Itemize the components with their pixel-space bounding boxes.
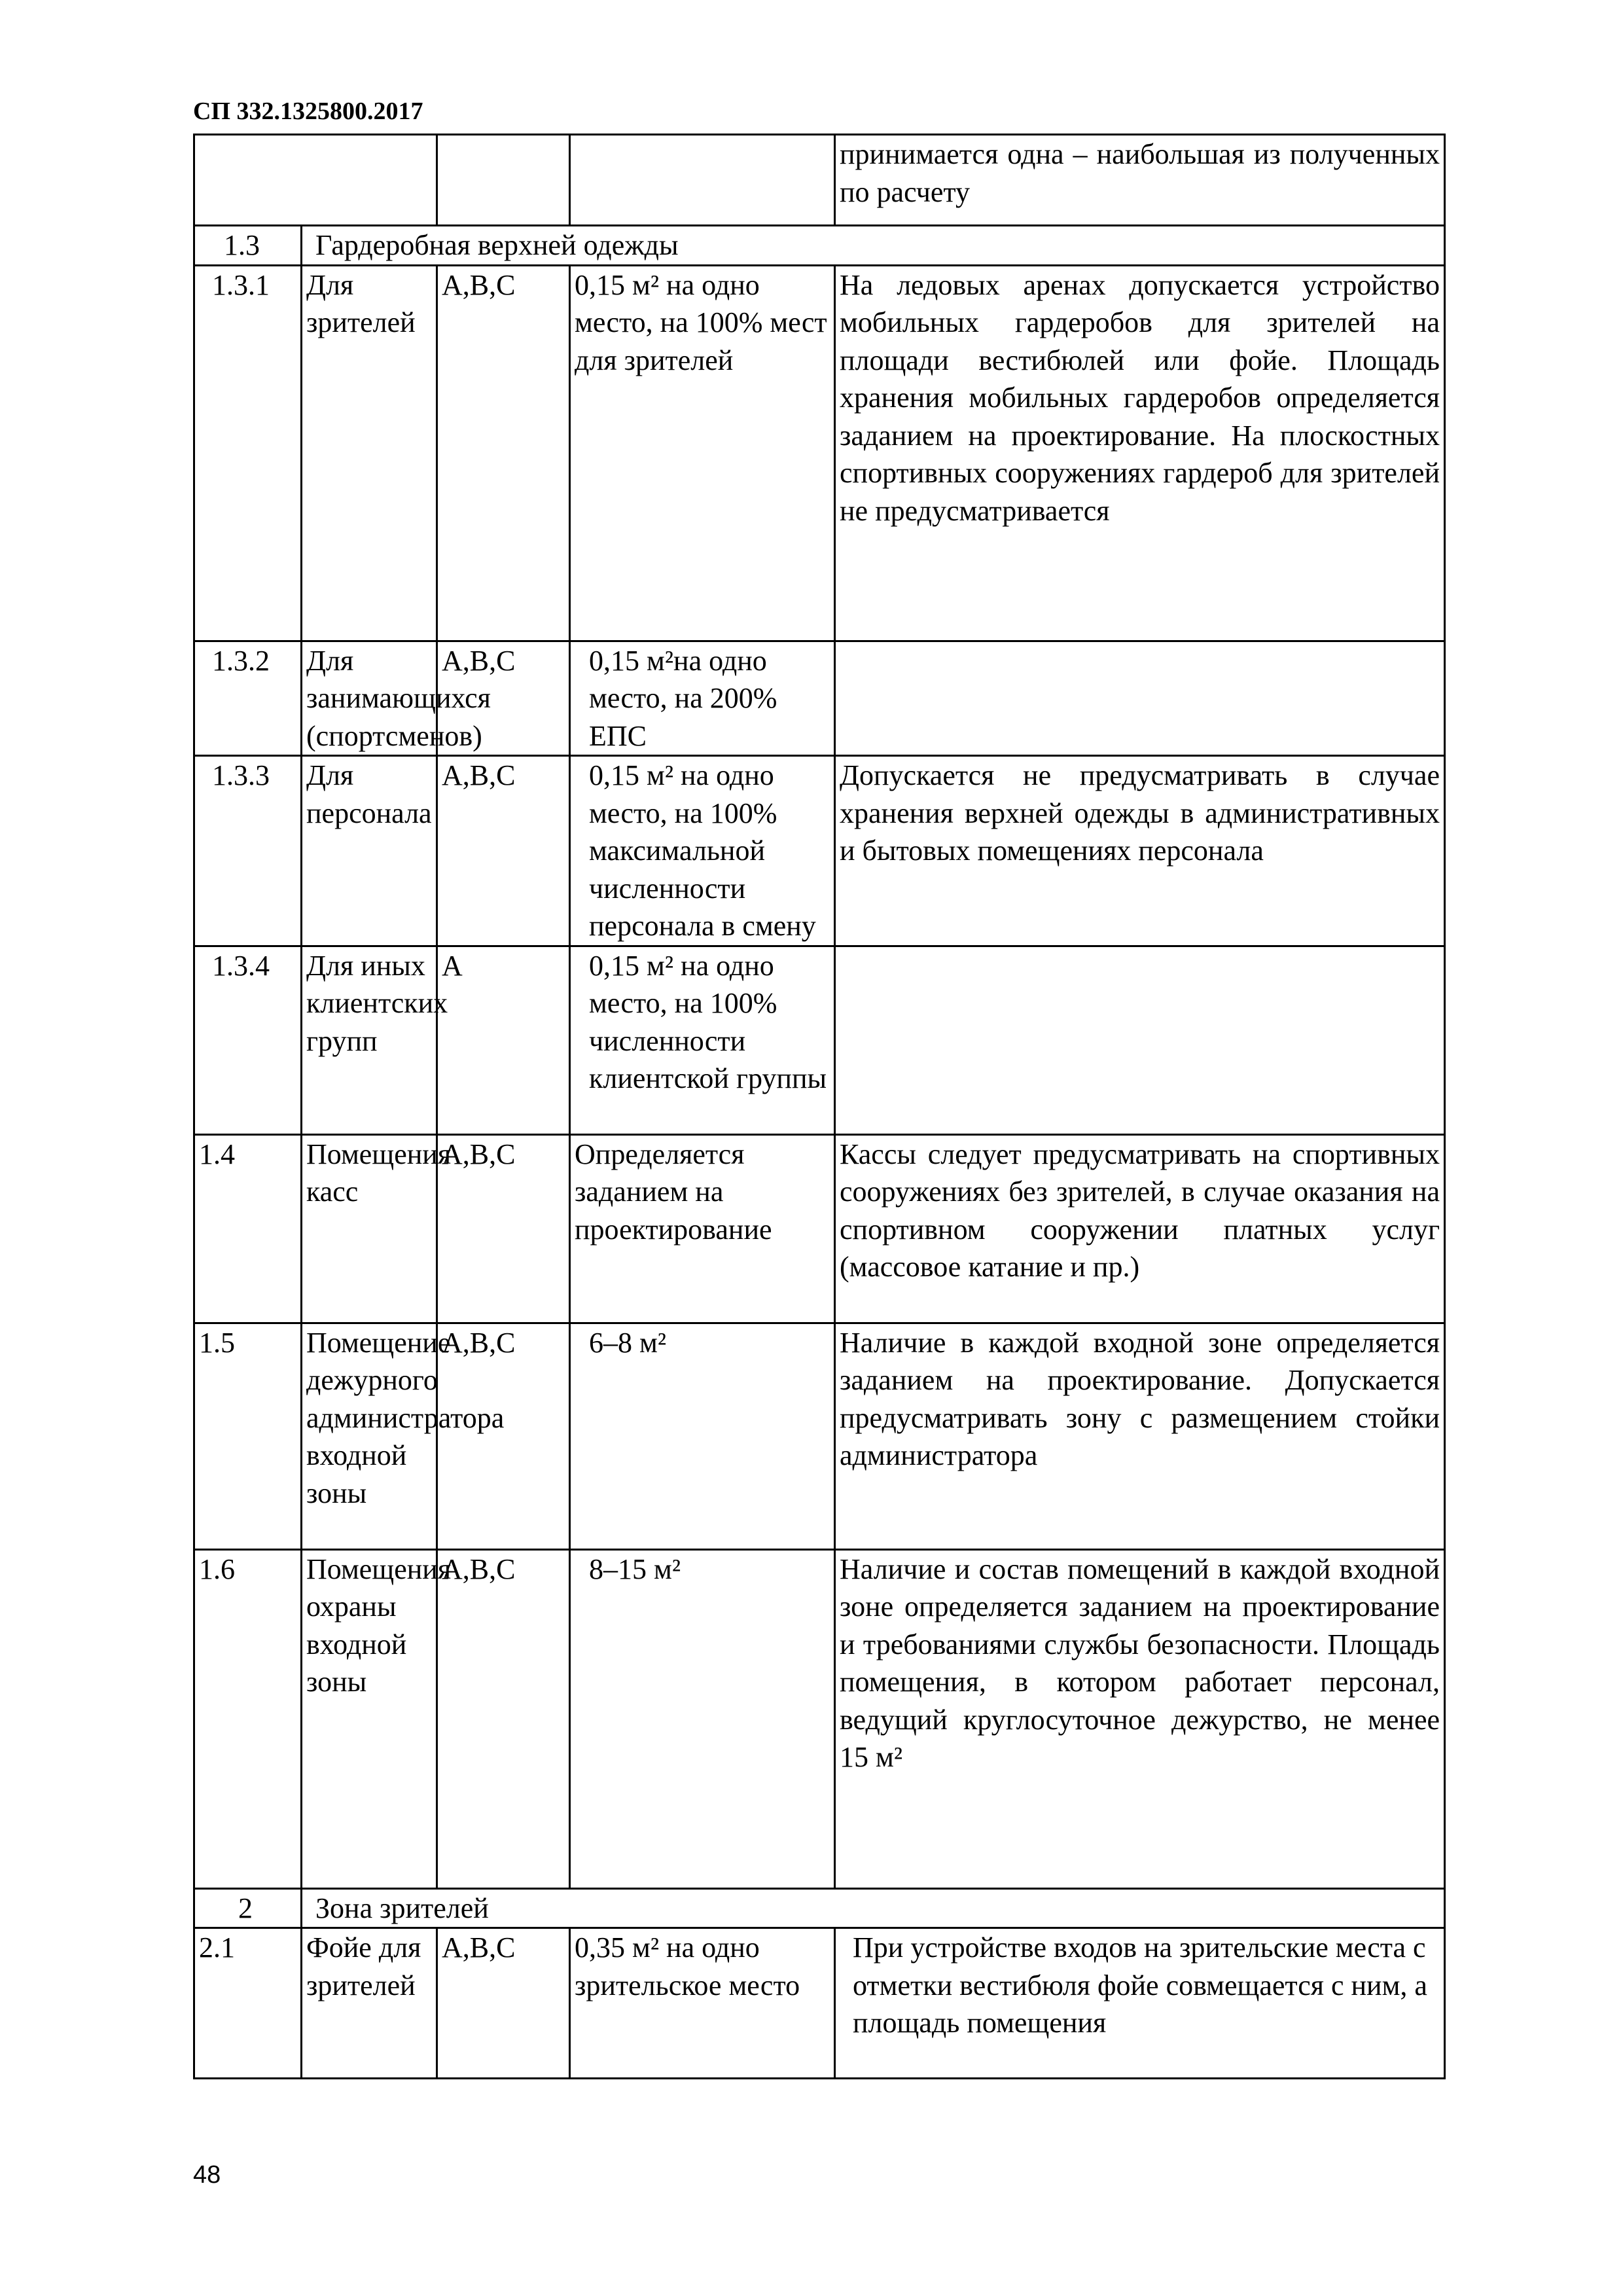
cell-area: 0,15 м² на одно место, на 100% мест для зрителей: [570, 265, 835, 641]
section-number: 1.3: [194, 226, 302, 266]
cell-note: [835, 946, 1445, 1134]
cell-class: А,В,С: [437, 265, 570, 641]
cell-area: 6–8 м²: [570, 1323, 835, 1549]
cell-note: принимается одна – наибольшая из полученных по расчету: [835, 135, 1445, 226]
cell-name: Для иных клиентских групп: [302, 946, 437, 1134]
cell-note: Наличие в каждой входной зоне определяется заданием на проектирование. Допускается предусматривать зону с размещением стойки администратора: [835, 1323, 1445, 1549]
cell-class: А,В,С: [437, 1928, 570, 2079]
table-row: [194, 756, 1445, 946]
cell-name: Помещение дежурного администратора входной зоны: [302, 1323, 437, 1549]
cell-class: А,В,С: [437, 1549, 570, 1888]
document-code: СП 332.1325800.2017: [193, 98, 423, 125]
cell-class: А,В,С: [437, 1134, 570, 1323]
section-row: [194, 226, 1445, 266]
cell-class: А,В,С: [437, 1323, 570, 1549]
table-row: [194, 135, 1445, 226]
table-row: [194, 946, 1445, 1134]
cell-number: 1.5: [194, 1323, 302, 1549]
cell-number: 1.4: [194, 1134, 302, 1323]
cell-name: Для зрителей: [302, 265, 437, 641]
cell-area: [570, 135, 835, 226]
cell-name: Помещения касс: [302, 1134, 437, 1323]
table-row: [194, 1134, 1445, 1323]
cell-name: Для персонала: [302, 756, 437, 946]
requirements-table: [193, 134, 1446, 2079]
section-title: Гардеробная верхней одежды: [302, 226, 1445, 266]
cell-note: При устройстве входов на зрительские места с отметки вестибюля фойе совмещается с ним, а площадь помещения: [835, 1928, 1445, 2079]
section-row: [194, 1888, 1445, 1928]
table-row: [194, 1928, 1445, 2079]
table-row: [194, 265, 1445, 641]
cell-note: Допускается не предусматривать в случае хранения верхней одежды в административных и бытовых помещениях персонала: [835, 756, 1445, 946]
cell-area: 0,15 м² на одно место, на 100% максимальной численности персонала в смену: [570, 756, 835, 946]
cell-area: 0,15 м² на одно место, на 100% численности клиентской группы: [570, 946, 835, 1134]
cell-class: А: [437, 946, 570, 1134]
cell-number: 1.6: [194, 1549, 302, 1888]
table-row: [194, 641, 1445, 756]
cell-note: [835, 641, 1445, 756]
cell-note: Наличие и состав помещений в каждой входной зоне определяется заданием на проектирование и требованиями службы безопасности. Площадь помещения, в котором работает персонал, ведущий круглосуточное дежурство, не менее 15 м²: [835, 1549, 1445, 1888]
cell-number: 1.3.2: [194, 641, 302, 756]
cell-area: 8–15 м²: [570, 1549, 835, 1888]
cell-class: А,В,С: [437, 641, 570, 756]
cell-class: А,В,С: [437, 756, 570, 946]
section-title: Зона зрителей: [302, 1888, 1445, 1928]
cell-name: Помещения охраны входной зоны: [302, 1549, 437, 1888]
cell-number: 2.1: [194, 1928, 302, 2079]
table-row: [194, 1549, 1445, 1888]
cell-area: Определяется заданием на проектирование: [570, 1134, 835, 1323]
cell-note: На ледовых аренах допускается устройство мобильных гардеробов для зрителей на площади вестибюлей или фойе. Площадь хранения мобильных гардеробов определяется заданием на проектирование. На плоскостных спортивных сооружениях гардероб для зрителей не предусматривается: [835, 265, 1445, 641]
cell-number: 1.3.4: [194, 946, 302, 1134]
cell-class: [437, 135, 570, 226]
cell-number: 1.3.3: [194, 756, 302, 946]
cell-name: Для занимающихся (спортсменов): [302, 641, 437, 756]
cell-name: Фойе для зрителей: [302, 1928, 437, 2079]
page-number: 48: [193, 2161, 221, 2189]
cell-area: 0,35 м² на одно зрительское место: [570, 1928, 835, 2079]
cell-area: 0,15 м²на одно место, на 200% ЕПС: [570, 641, 835, 756]
table-row: [194, 1323, 1445, 1549]
cell-number: 1.3.1: [194, 265, 302, 641]
cell-note: Кассы следует предусматривать на спортивных сооружениях без зрителей, в случае оказания на спортивном сооружении платных услуг (массовое катание и пр.): [835, 1134, 1445, 1323]
section-number: 2: [194, 1888, 302, 1928]
cell-name: [194, 135, 437, 226]
